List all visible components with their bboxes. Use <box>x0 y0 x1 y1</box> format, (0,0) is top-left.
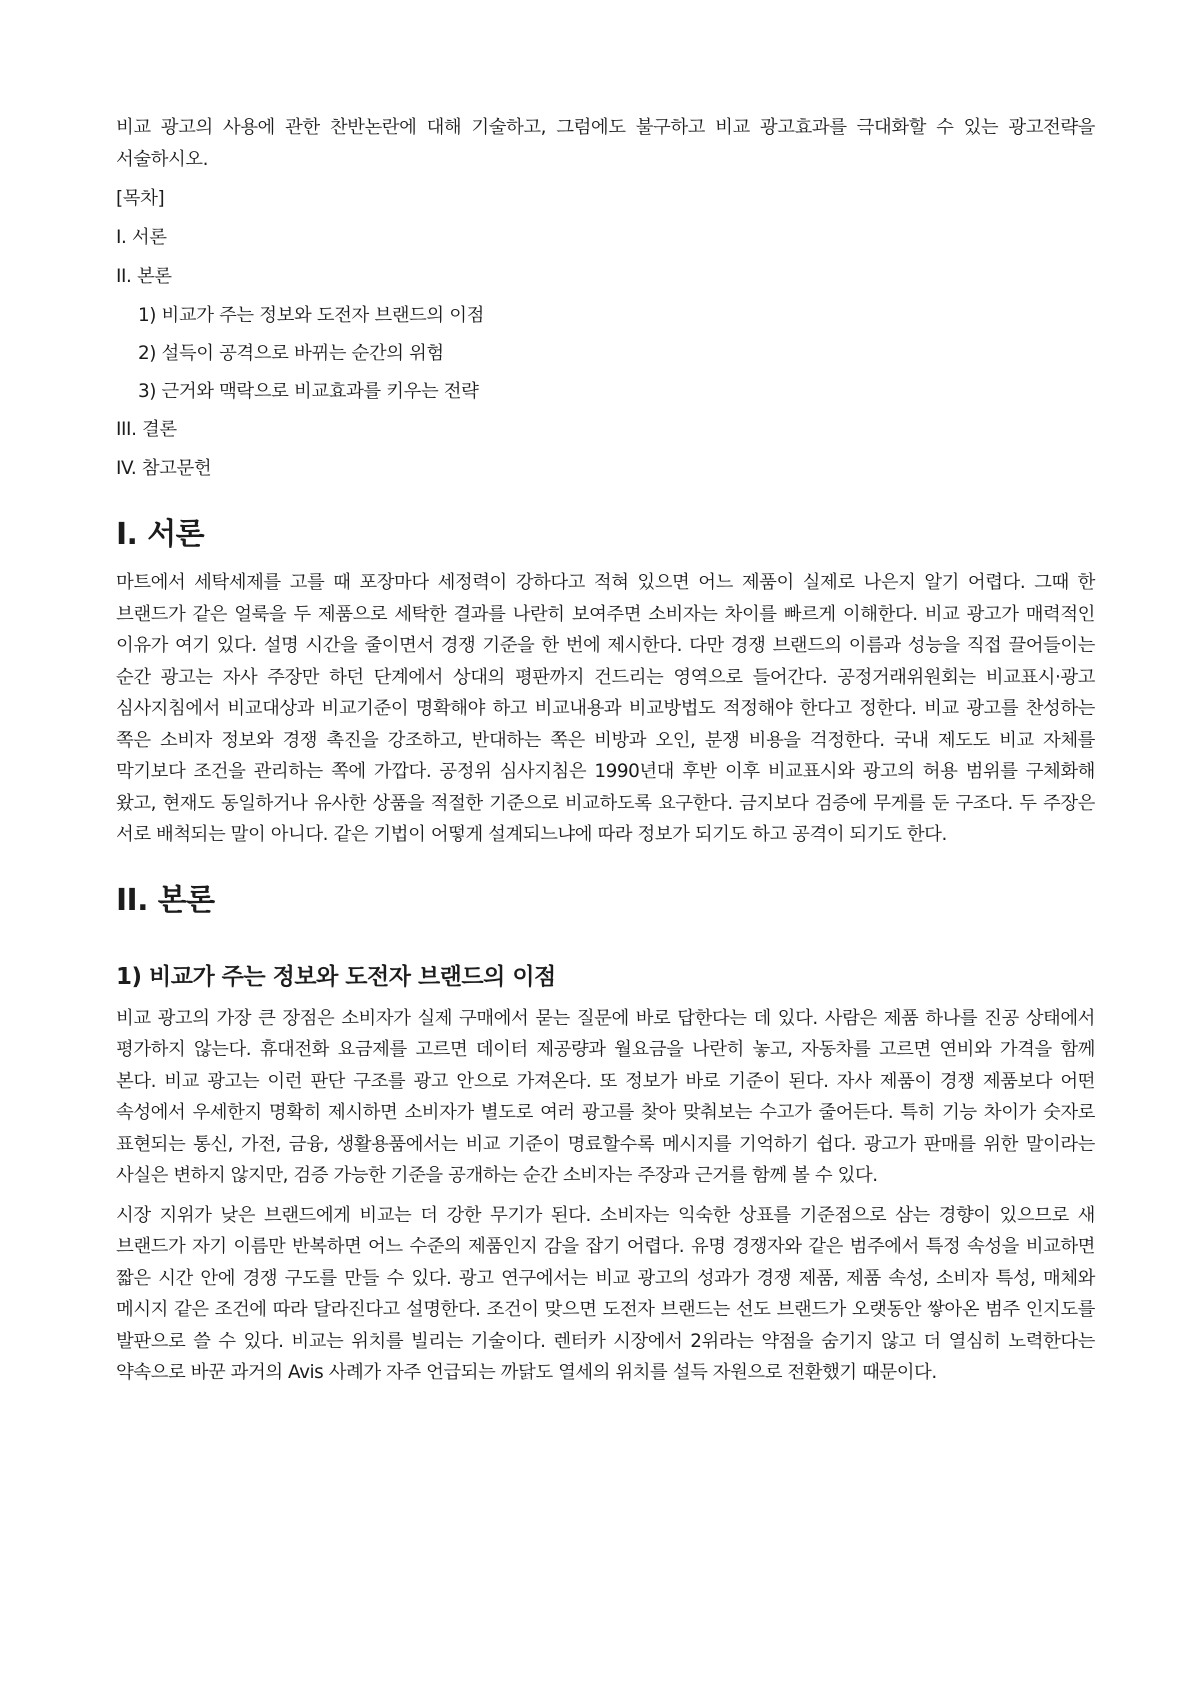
table-of-contents <box>116 187 1095 481</box>
section-heading-body: II. 본론 <box>116 882 215 918</box>
body-paragraph: 비교 광고의 가장 큰 장점은 소비자가 실제 구매에서 묻는 질문에 바로 답한다는 데 있다. 사람은 제품 하나를 진공 상태에서 평가하지 않는다. 휴대전화 요금제를 고르면 데이터 제공량과 월요금을 나란히 놓고, 자동차를 고르면 연비와 가격을 함께 본다. 비교 광고는 이런 판단 구조를 광고 안으로 가져온다. 또 정보가 바로 기준이 된다. 자사 제품이 경쟁 제품보다 어떤 속성에서 우세한지 명확히 제시하면 소비자가 별도로 여러 광고를 찾아 맞춰보는 수고가 줄어든다. 특히 기능 차이가 숫자로 표현되는 통신, 가전, 금융, 생활용품에서는 비교 기준이 명료할수록 메시지를 기억하기 쉽다. 광고가 판매를 위한 말이라는 사실은 변하지 않지만, 검증 가능한 기준을 공개하는 순간 소비자는 주장과 근거를 함께 볼 수 있다. <box>116 1007 1095 1186</box>
toc-item: II. 본론 <box>116 266 172 287</box>
toc-item: IV. 참고문헌 <box>116 458 212 479</box>
toc-item: III. 결론 <box>116 419 177 440</box>
toc-item: I. 서론 <box>116 227 167 248</box>
introduction-paragraph: 마트에서 세탁세제를 고를 때 포장마다 세정력이 강하다고 적혀 있으면 어느 제품이 실제로 나은지 알기 어렵다. 그때 한 브랜드가 같은 얼룩을 두 제품으로 세탁한 결과를 나란히 보여주면 소비자는 차이를 빠르게 이해한다. 비교 광고가 매력적인 이유가 여기 있다. 설명 시간을 줄이면서 경쟁 기준을 한 번에 제시한다. 다만 경쟁 브랜드의 이름과 성능을 직접 끌어들이는 순간 광고는 자사 주장만 하던 단계에서 상대의 평판까지 건드리는 영역으로 들어간다. 공정거래위원회는 비교표시·광고 심사지침에서 비교대상과 비교기준이 명확해야 하고 비교내용과 비교방법도 적정해야 한다고 정한다. 비교 광고를 찬성하는 쪽은 소비자 정보와 경쟁 촉진을 강조하고, 반대하는 쪽은 비방과 오인, 분쟁 비용을 걱정한다. 국내 제도도 비교 자체를 막기보다 조건을 관리하는 쪽에 가깝다. 공정위 심사지침은 1990년대 후반 이후 비교표시와 광고의 허용 범위를 구체화해 왔고, 현재도 동일하거나 유사한 상품을 적절한 기준으로 비교하도록 요구한다. 금지보다 검증에 무게를 둔 구조다. 두 주장은 서로 배척되는 말이 아니다. 같은 기법이 어떻게 설계되느냐에 따라 정보가 되기도 하고 공격이 되기도 한다. <box>116 572 1095 845</box>
toc-subitem: 1) 비교가 주는 정보와 도전자 브랜드의 이점 <box>138 305 484 326</box>
section-heading-introduction: I. 서론 <box>116 517 204 552</box>
essay-prompt: 비교 광고의 사용에 관한 찬반논란에 대해 기술하고, 그럼에도 불구하고 비교 광고효과를 극대화할 수 있는 광고전략을 서술하시오. <box>116 117 1095 170</box>
toc-subitem: 3) 근거와 맥락으로 비교효과를 키우는 전략 <box>138 381 479 402</box>
toc-subitem: 2) 설득이 공격으로 바뀌는 순간의 위험 <box>138 343 444 364</box>
body-paragraph: 시장 지위가 낮은 브랜드에게 비교는 더 강한 무기가 된다. 소비자는 익숙한 상표를 기준점으로 삼는 경향이 있으므로 새 브랜드가 자기 이름만 반복하면 어느 수준의 제품인지 감을 잡기 어렵다. 유명 경쟁자와 같은 범주에서 특정 속성을 비교하면 짧은 시간 안에 경쟁 구도를 만들 수 있다. 광고 연구에서는 비교 광고의 성과가 경쟁 제품, 제품 속성, 소비자 특성, 매체와 메시지 같은 조건에 따라 달라진다고 설명한다. 조건이 맞으면 도전자 브랜드는 선도 브랜드가 오랫동안 쌓아온 범주 인지도를 발판으로 쓸 수 있다. 비교는 위치를 빌리는 기술이다. 렌터카 시장에서 2위라는 약점을 숨기지 않고 더 열심히 노력한다는 약속으로 바꾼 과거의 Avis 사례가 자주 언급되는 까닭도 열세의 위치를 설득 자원으로 전환했기 때문이다. <box>116 1204 1095 1383</box>
subsection-heading: 1) 비교가 주는 정보와 도전자 브랜드의 이점 <box>116 963 556 990</box>
toc-heading: [목차] <box>116 188 165 209</box>
